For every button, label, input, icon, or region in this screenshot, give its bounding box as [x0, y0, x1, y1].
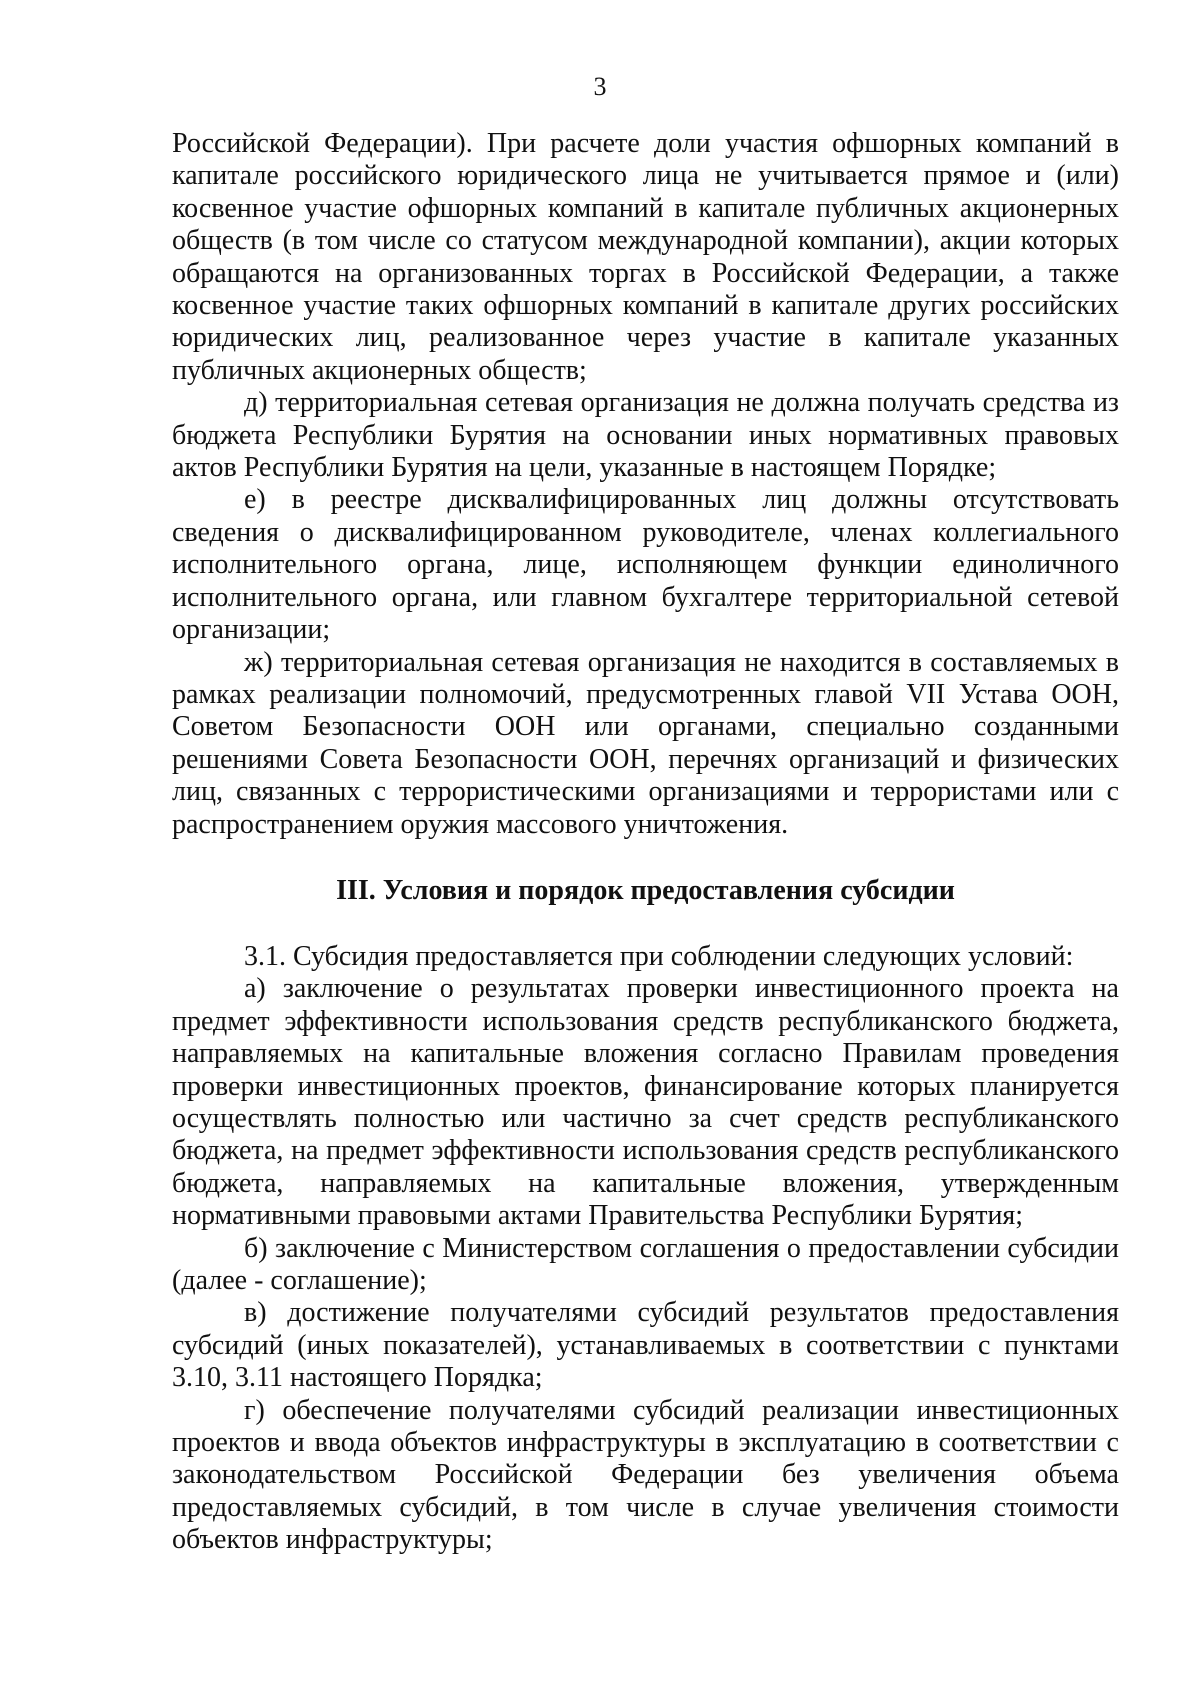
paragraph-item-b: б) заключение с Министерством соглашения о предоставлении субсидии (далее - соглашение);: [172, 1232, 1119, 1296]
page-number: 3: [593, 72, 607, 101]
document-body: [172, 128, 1119, 1557]
paragraph-item-d: д) территориальная сетевая организация не должна получать средства из бюджета Республики Бурятия на основании иных нормативных правовых актов Республики Бурятия на цели, указанные в настоящем Порядке;: [172, 387, 1119, 484]
section-heading: III. Условия и порядок предоставления субсидии: [336, 874, 955, 906]
paragraph-item-g: г) обеспечение получателями субсидий реализации инвестиционных проектов и ввода объектов инфраструктуры в эксплуатацию в соответствии с законодательством Российской Федерации без увеличения объема предоставляемых субсидий, в том числе в случае увеличения стоимости объектов инфраструктуры;: [172, 1394, 1119, 1556]
paragraph-item-a: а) заключение о результатах проверки инвестиционного проекта на предмет эффективности использования средств республиканского бюджета, направляемых на капитальные вложения согласно Правилам проведения проверки инвестиционных проектов, финансирование которых планируется осуществлять полностью или частично за счет средств республиканского бюджета, на предмет эффективности использования средств республиканского бюджета, направляемых на капитальные вложения, утвержденным нормативными правовыми актами Правительства Республики Бурятия;: [172, 973, 1119, 1232]
paragraph-item-v: в) достижение получателями субсидий результатов предоставления субсидий (иных показателей), устанавливаемых в соответствии с пунктами 3.10, 3.11 настоящего Порядка;: [172, 1297, 1119, 1394]
paragraph-3-1: 3.1. Субсидия предоставляется при соблюдении следующих условий:: [244, 940, 1074, 972]
paragraph-item-e: е) в реестре дисквалифицированных лиц должны отсутствовать сведения о дисквалифицированном руководителе, членах коллегиального исполнительного органа, лице, исполняющем функции единоличного исполнительного органа, или главном бухгалтере территориальной сетевой организации;: [172, 484, 1119, 646]
paragraph-continuation: Российской Федерации). При расчете доли участия офшорных компаний в капитале российского юридического лица не учитывается прямое и (или) косвенное участие офшорных компаний в капитале публичных акционерных обществ (в том числе со статусом международной компании), акции которых обращаются на организованных торгах в Российской Федерации, а также косвенное участие таких офшорных компаний в капитале других российских юридических лиц, реализованное через участие в капитале указанных публичных акционерных обществ;: [172, 128, 1119, 386]
paragraph-item-zh: ж) территориальная сетевая организация не находится в составляемых в рамках реализации полномочий, предусмотренных главой VII Устава ООН, Советом Безопасности ООН или органами, специально созданными решениями Совета Безопасности ООН, перечнях организаций и физических лиц, связанных с террористическими организациями и террористами или с распространением оружия массового уничтожения.: [172, 646, 1119, 840]
